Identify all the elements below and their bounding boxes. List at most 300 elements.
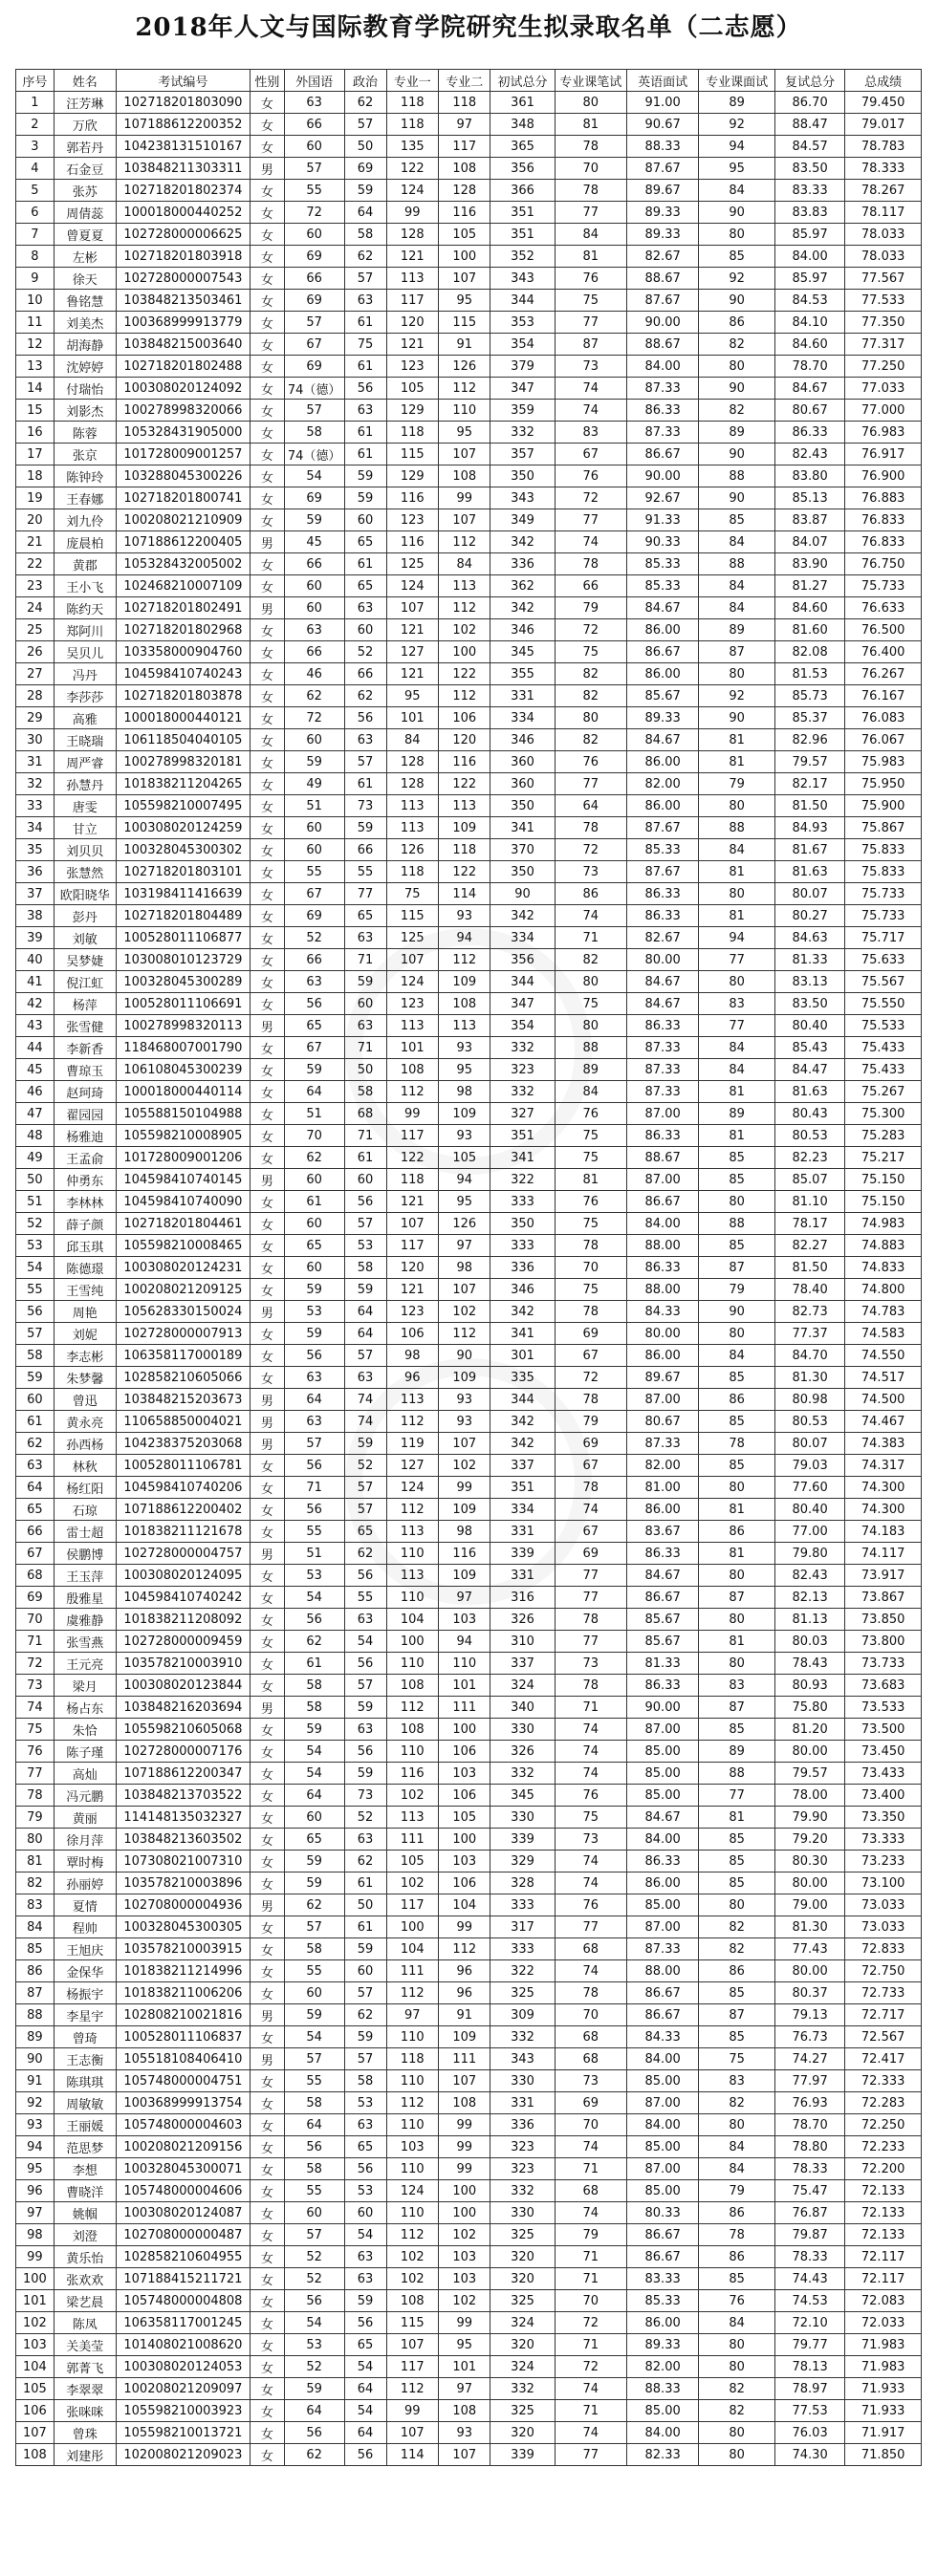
- table-cell: 女: [251, 839, 285, 861]
- table-cell: 87.33: [626, 378, 698, 400]
- table-cell: 54: [344, 2356, 386, 2378]
- table-cell: 83: [699, 993, 775, 1015]
- table-cell: 112: [439, 378, 490, 400]
- table-cell: 25: [16, 619, 54, 641]
- table-row: [16, 1785, 922, 1807]
- table-cell: 89.33: [626, 224, 698, 246]
- table-cell: 113: [386, 1521, 438, 1543]
- table-cell: 100308020124259: [116, 817, 250, 839]
- table-cell: 81.63: [774, 1081, 844, 1103]
- table-cell: 74.383: [845, 1433, 922, 1455]
- table-cell: 103: [439, 2268, 490, 2290]
- table-cell: 女: [251, 685, 285, 707]
- table-row: [16, 2400, 922, 2422]
- table-cell: 74.300: [845, 1499, 922, 1521]
- table-cell: 43: [16, 1015, 54, 1037]
- table-cell: 53: [284, 1301, 344, 1323]
- column-header: 姓名: [54, 70, 116, 92]
- table-cell: 69: [284, 905, 344, 927]
- table-cell: 78: [555, 1982, 626, 2004]
- table-cell: 103: [439, 1851, 490, 1872]
- table-cell: 黄乐怡: [54, 2246, 116, 2268]
- table-cell: 101728009001257: [116, 444, 250, 465]
- table-cell: 102858210605066: [116, 1367, 250, 1389]
- table-cell: 360: [490, 751, 555, 773]
- table-cell: 118468007001790: [116, 1037, 250, 1059]
- table-cell: 320: [490, 2246, 555, 2268]
- table-cell: 76.267: [845, 663, 922, 685]
- table-row: [16, 1543, 922, 1565]
- table-row: [16, 1037, 922, 1059]
- page-title: 2018年人文与国际教育学院研究生拟录取名单（二志愿）: [135, 13, 802, 42]
- table-cell: 96: [439, 1960, 490, 1982]
- table-cell: 40: [16, 949, 54, 971]
- table-cell: 胡海静: [54, 334, 116, 356]
- table-cell: 男: [251, 1697, 285, 1719]
- table-cell: 75.950: [845, 773, 922, 795]
- table-cell: 100208021209125: [116, 1279, 250, 1301]
- table-cell: 女: [251, 1565, 285, 1587]
- table-cell: 52: [284, 927, 344, 949]
- table-cell: 65: [284, 1235, 344, 1257]
- table-cell: 女: [251, 553, 285, 575]
- table-cell: 77: [555, 2444, 626, 2466]
- table-cell: 89.33: [626, 707, 698, 729]
- table-cell: 64: [555, 795, 626, 817]
- table-cell: 106108045300239: [116, 1059, 250, 1081]
- table-cell: 17: [16, 444, 54, 465]
- table-row: [16, 1565, 922, 1587]
- table-cell: 107: [16, 2422, 54, 2444]
- table-cell: 女: [251, 575, 285, 597]
- table-cell: 107188612200347: [116, 1763, 250, 1785]
- table-cell: 102718201802491: [116, 597, 250, 619]
- table-cell: 85: [699, 1851, 775, 1872]
- table-cell: 74: [555, 2136, 626, 2158]
- table-cell: 60: [284, 224, 344, 246]
- table-cell: 87.33: [626, 1081, 698, 1103]
- table-cell: 54: [284, 1587, 344, 1609]
- table-cell: 331: [490, 2092, 555, 2114]
- table-cell: 112: [386, 1081, 438, 1103]
- table-cell: 107: [386, 949, 438, 971]
- table-cell: 82.67: [626, 927, 698, 949]
- table-cell: 90: [699, 444, 775, 465]
- table-cell: 76.917: [845, 444, 922, 465]
- table-cell: 76: [16, 1741, 54, 1763]
- table-cell: 74.467: [845, 1411, 922, 1433]
- table-cell: 74: [555, 1763, 626, 1785]
- table-cell: 83.50: [774, 158, 844, 180]
- table-cell: 鲁铭慧: [54, 290, 116, 312]
- table-cell: 72.10: [774, 2312, 844, 2334]
- table-cell: 女: [251, 1279, 285, 1301]
- table-cell: 73.400: [845, 1785, 922, 1807]
- table-cell: 118: [386, 114, 438, 136]
- table-cell: 82: [699, 2092, 775, 2114]
- table-cell: 52: [284, 2268, 344, 2290]
- table-cell: 72.117: [845, 2246, 922, 2268]
- table-cell: 71.917: [845, 2422, 922, 2444]
- table-cell: 74: [344, 1411, 386, 1433]
- table-cell: 83.50: [774, 993, 844, 1015]
- table-cell: 女: [251, 1059, 285, 1081]
- table-cell: 74.300: [845, 1477, 922, 1499]
- table-row: [16, 312, 922, 334]
- table-cell: 64: [16, 1477, 54, 1499]
- table-row: [16, 2004, 922, 2026]
- table-cell: 310: [490, 1631, 555, 1653]
- table-cell: 57: [344, 1982, 386, 2004]
- table-cell: 男: [251, 1301, 285, 1323]
- table-cell: 75.533: [845, 1015, 922, 1037]
- table-cell: 89: [699, 619, 775, 641]
- table-cell: 57: [344, 114, 386, 136]
- table-cell: 78.267: [845, 180, 922, 202]
- table-cell: 78: [555, 180, 626, 202]
- table-cell: 周倩蕊: [54, 202, 116, 224]
- table-cell: 95: [386, 685, 438, 707]
- table-cell: 79.20: [774, 1829, 844, 1851]
- table-cell: 351: [490, 1125, 555, 1147]
- table-cell: 23: [16, 575, 54, 597]
- table-cell: 84: [699, 531, 775, 553]
- table-cell: 81: [699, 1081, 775, 1103]
- table-cell: 58: [284, 1938, 344, 1960]
- table-cell: 118: [386, 1169, 438, 1191]
- table-cell: 88.67: [626, 1147, 698, 1169]
- table-cell: 85: [699, 2268, 775, 2290]
- table-cell: 81: [699, 1499, 775, 1521]
- table-cell: 103: [439, 1763, 490, 1785]
- table-cell: 刘建彤: [54, 2444, 116, 2466]
- table-cell: 90.00: [626, 465, 698, 487]
- table-row: [16, 1323, 922, 1345]
- table-cell: 104598410740242: [116, 1587, 250, 1609]
- table-cell: 85.33: [626, 2290, 698, 2312]
- table-cell: 91.00: [626, 92, 698, 114]
- table-cell: 女: [251, 2312, 285, 2334]
- table-cell: 雷士超: [54, 1521, 116, 1543]
- table-cell: 71: [16, 1631, 54, 1653]
- table-cell: 106358117000189: [116, 1345, 250, 1367]
- table-cell: 107: [439, 444, 490, 465]
- table-cell: 81: [699, 1807, 775, 1829]
- table-cell: 80.00: [626, 949, 698, 971]
- table-cell: 83: [699, 2070, 775, 2092]
- table-cell: 女: [251, 1367, 285, 1389]
- table-cell: 59: [284, 1279, 344, 1301]
- table-row: [16, 2312, 922, 2334]
- table-cell: 高灿: [54, 1763, 116, 1785]
- table-cell: 83.80: [774, 465, 844, 487]
- column-header: 英语面试: [626, 70, 698, 92]
- table-cell: 72: [555, 1367, 626, 1389]
- table-cell: 80.67: [626, 1411, 698, 1433]
- table-cell: 女: [251, 1829, 285, 1851]
- table-cell: 366: [490, 180, 555, 202]
- table-cell: 100528011106877: [116, 927, 250, 949]
- table-cell: 84: [699, 2158, 775, 2180]
- table-cell: 100: [386, 1916, 438, 1938]
- table-cell: 女: [251, 2246, 285, 2268]
- table-cell: 118: [386, 861, 438, 883]
- table-cell: 56: [284, 2422, 344, 2444]
- table-cell: 71: [555, 2246, 626, 2268]
- table-cell: 114148135032327: [116, 1807, 250, 1829]
- table-cell: 女: [251, 1653, 285, 1675]
- table-cell: 51: [284, 1543, 344, 1565]
- table-row: [16, 1147, 922, 1169]
- table-cell: 106: [16, 2400, 54, 2422]
- table-cell: 54: [344, 2224, 386, 2246]
- table-cell: 93: [439, 1037, 490, 1059]
- table-cell: 63: [344, 927, 386, 949]
- table-cell: 刘贝贝: [54, 839, 116, 861]
- table-cell: 68: [555, 2048, 626, 2070]
- table-cell: 76: [555, 465, 626, 487]
- table-cell: 116: [386, 531, 438, 553]
- table-cell: 103198411416639: [116, 883, 250, 905]
- table-cell: 63: [344, 2268, 386, 2290]
- table-cell: 84.33: [626, 2026, 698, 2048]
- table-cell: 60: [284, 597, 344, 619]
- table-cell: 61: [344, 553, 386, 575]
- table-cell: 女: [251, 378, 285, 400]
- table-cell: 冯元鹏: [54, 1785, 116, 1807]
- table-cell: 女: [251, 707, 285, 729]
- table-cell: 85: [699, 1719, 775, 1741]
- table-cell: 62: [284, 1894, 344, 1916]
- table-cell: 85.07: [774, 1169, 844, 1191]
- table-cell: 100308020124231: [116, 1257, 250, 1279]
- table-cell: 84: [16, 1916, 54, 1938]
- table-cell: 78: [699, 2224, 775, 2246]
- table-cell: 100528011106781: [116, 1455, 250, 1477]
- table-cell: 101: [439, 1675, 490, 1697]
- table-cell: 76.083: [845, 707, 922, 729]
- table-cell: 72.133: [845, 2224, 922, 2246]
- table-cell: 81.10: [774, 1191, 844, 1213]
- table-cell: 56: [284, 993, 344, 1015]
- table-cell: 86.33: [626, 1125, 698, 1147]
- table-cell: 106358117001245: [116, 2312, 250, 2334]
- table-cell: 陈约天: [54, 597, 116, 619]
- table-cell: 57: [284, 2224, 344, 2246]
- table-cell: 55: [284, 861, 344, 883]
- table-cell: 102: [439, 619, 490, 641]
- table-cell: 59: [284, 1851, 344, 1872]
- table-cell: 90.00: [626, 312, 698, 334]
- table-cell: 33: [16, 795, 54, 817]
- table-cell: 60: [284, 1169, 344, 1191]
- table-cell: 56: [284, 2290, 344, 2312]
- table-cell: 52: [284, 2356, 344, 2378]
- table-cell: 74.117: [845, 1543, 922, 1565]
- table-cell: 84: [699, 1345, 775, 1367]
- table-cell: 女: [251, 2136, 285, 2158]
- table-cell: 330: [490, 2070, 555, 2092]
- table-cell: 111: [386, 1960, 438, 1982]
- table-cell: 84.67: [626, 729, 698, 751]
- table-cell: 女: [251, 773, 285, 795]
- table-cell: 87: [699, 1587, 775, 1609]
- table-cell: 84.67: [626, 1565, 698, 1587]
- table-row: [16, 2290, 922, 2312]
- table-cell: 57: [344, 1477, 386, 1499]
- table-row: [16, 1609, 922, 1631]
- table-cell: 79: [16, 1807, 54, 1829]
- table-cell: 362: [490, 575, 555, 597]
- table-cell: 118: [439, 839, 490, 861]
- table-cell: 332: [490, 422, 555, 444]
- table-cell: 88.33: [626, 2378, 698, 2400]
- table-cell: 128: [439, 180, 490, 202]
- table-cell: 73.233: [845, 1851, 922, 1872]
- table-cell: 78.70: [774, 2114, 844, 2136]
- table-cell: 女: [251, 2224, 285, 2246]
- table-cell: 86.67: [626, 1587, 698, 1609]
- table-cell: 75: [555, 1147, 626, 1169]
- table-cell: 85.33: [626, 575, 698, 597]
- table-cell: 86.70: [774, 92, 844, 114]
- table-cell: 112: [439, 949, 490, 971]
- table-cell: 75.217: [845, 1147, 922, 1169]
- table-cell: 61: [344, 1147, 386, 1169]
- table-cell: 76.93: [774, 2092, 844, 2114]
- table-cell: 68: [555, 1938, 626, 1960]
- table-cell: 76: [555, 1103, 626, 1125]
- table-cell: 92: [699, 268, 775, 290]
- table-cell: 330: [490, 1807, 555, 1829]
- column-header: 专业二: [439, 70, 490, 92]
- table-cell: 80.00: [626, 1323, 698, 1345]
- table-cell: 89.67: [626, 1367, 698, 1389]
- table-cell: 85: [699, 1169, 775, 1191]
- table-cell: 80: [699, 883, 775, 905]
- table-cell: 男: [251, 2004, 285, 2026]
- table-cell: 347: [490, 378, 555, 400]
- table-cell: 333: [490, 1938, 555, 1960]
- table-cell: 64: [344, 202, 386, 224]
- table-cell: 96: [439, 1982, 490, 2004]
- table-cell: 殷雅星: [54, 1587, 116, 1609]
- table-cell: 70: [284, 1125, 344, 1147]
- table-cell: 68: [555, 2026, 626, 2048]
- table-cell: 女: [251, 1785, 285, 1807]
- table-cell: 334: [490, 1499, 555, 1521]
- table-row: [16, 685, 922, 707]
- table-cell: 117: [439, 136, 490, 158]
- table-cell: 101838211006206: [116, 1982, 250, 2004]
- table-cell: 112: [386, 2224, 438, 2246]
- table-cell: 114: [439, 883, 490, 905]
- table-cell: 85.00: [626, 2400, 698, 2422]
- table-cell: 57: [344, 2048, 386, 2070]
- table-cell: 342: [490, 1411, 555, 1433]
- table-row: [16, 773, 922, 795]
- column-header: 复试总分: [774, 70, 844, 92]
- table-cell: 76.067: [845, 729, 922, 751]
- table-cell: 117: [386, 290, 438, 312]
- table-cell: 女: [251, 2290, 285, 2312]
- table-cell: 31: [16, 751, 54, 773]
- table-cell: 11: [16, 312, 54, 334]
- table-cell: 78: [555, 1477, 626, 1499]
- table-cell: 84.00: [626, 2114, 698, 2136]
- table-cell: 85.00: [626, 2136, 698, 2158]
- table-cell: 53: [344, 1235, 386, 1257]
- table-cell: 301: [490, 1345, 555, 1367]
- table-cell: 75: [555, 1125, 626, 1147]
- table-cell: 89: [699, 1741, 775, 1763]
- table-cell: 118: [386, 2048, 438, 2070]
- table-cell: 123: [386, 509, 438, 531]
- table-cell: 69: [555, 1433, 626, 1455]
- table-cell: 98: [386, 1345, 438, 1367]
- table-row: [16, 2224, 922, 2246]
- table-row: [16, 1872, 922, 1894]
- table-cell: 郑阿川: [54, 619, 116, 641]
- table-cell: 陈钟玲: [54, 465, 116, 487]
- table-cell: 81.30: [774, 1916, 844, 1938]
- table-cell: 36: [16, 861, 54, 883]
- table-cell: 323: [490, 2158, 555, 2180]
- table-cell: 77.033: [845, 378, 922, 400]
- table-cell: 19: [16, 487, 54, 509]
- table-cell: 102718201802968: [116, 619, 250, 641]
- table-cell: 87.00: [626, 2092, 698, 2114]
- table-cell: 106: [439, 1872, 490, 1894]
- table-cell: 76: [555, 268, 626, 290]
- table-cell: 79.57: [774, 751, 844, 773]
- table-cell: 344: [490, 290, 555, 312]
- table-cell: 16: [16, 422, 54, 444]
- table-row: [16, 465, 922, 487]
- table-cell: 74: [555, 1499, 626, 1521]
- table-cell: 77: [555, 202, 626, 224]
- table-cell: 59: [344, 180, 386, 202]
- table-cell: 85.97: [774, 268, 844, 290]
- table-cell: 117: [386, 2356, 438, 2378]
- table-cell: 王孟俞: [54, 1147, 116, 1169]
- table-cell: 38: [16, 905, 54, 927]
- table-cell: 56: [344, 378, 386, 400]
- table-cell: 88.67: [626, 334, 698, 356]
- table-cell: 62: [284, 1147, 344, 1169]
- table-cell: 80: [699, 2422, 775, 2444]
- table-cell: 110: [439, 400, 490, 422]
- table-cell: 74: [555, 1719, 626, 1741]
- table-cell: 刘妮: [54, 1323, 116, 1345]
- table-cell: 77: [699, 1785, 775, 1807]
- table-cell: 77: [555, 1916, 626, 1938]
- table-cell: 75: [699, 2048, 775, 2070]
- table-cell: 75.833: [845, 861, 922, 883]
- table-cell: 86.00: [626, 663, 698, 685]
- table-cell: 320: [490, 2422, 555, 2444]
- table-cell: 80: [555, 92, 626, 114]
- table-cell: 63: [344, 2114, 386, 2136]
- table-cell: 82.43: [774, 444, 844, 465]
- table-row: [16, 1213, 922, 1235]
- table-cell: 71.933: [845, 2378, 922, 2400]
- table-cell: 110: [386, 1587, 438, 1609]
- table-cell: 107: [439, 1433, 490, 1455]
- table-cell: 86.67: [626, 2246, 698, 2268]
- table-cell: 102728000006625: [116, 224, 250, 246]
- table-cell: 81: [699, 751, 775, 773]
